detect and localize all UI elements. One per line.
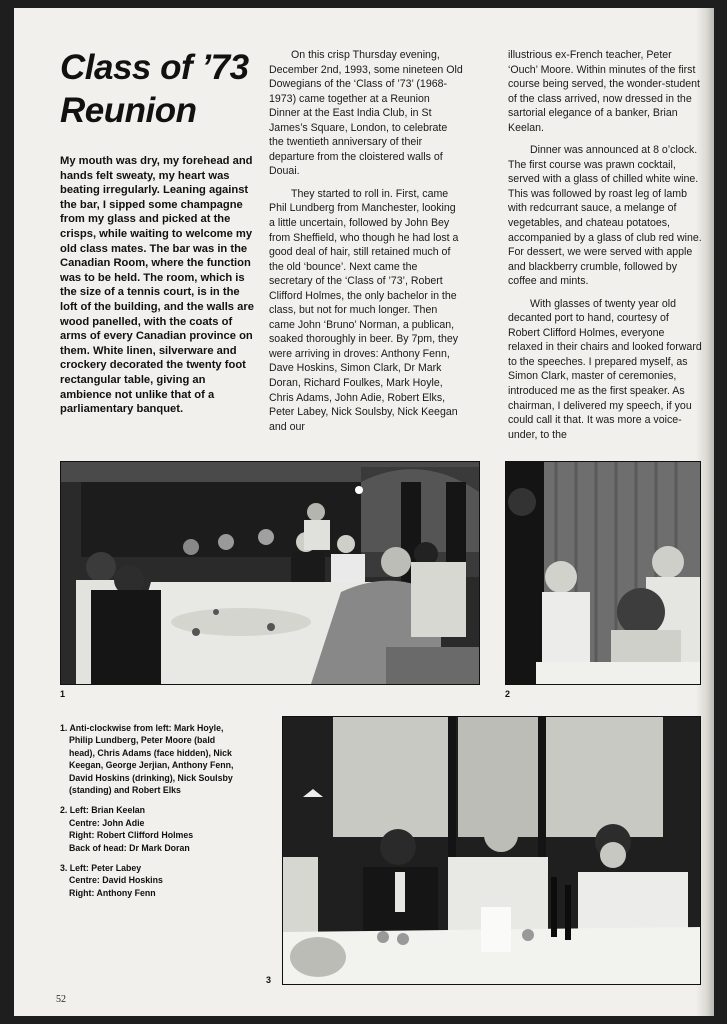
photo-three-diners: [505, 461, 701, 685]
article-title: [60, 46, 260, 132]
column-3-paragraph-1: illustrious ex-French teacher, Peter ‘Ouch’ Moore. Within minutes of the first course being served, the wonder-student of the class arrived, now dressed in the sartorial elegance of a banker, Brian Keelan.: [508, 49, 700, 134]
caption-3-line: 3. Left: Peter Labey: [60, 863, 142, 874]
caption-2-line: Right: Robert Clifford Holmes: [69, 830, 194, 841]
photo-captions: [60, 722, 270, 907]
caption-1: [60, 722, 270, 796]
caption-1-line: Keegan, George Jerjian, Anthony Fenn,: [69, 760, 234, 771]
caption-1-line: (standing) and Robert Elks: [69, 785, 181, 796]
photo-1-number: 1: [60, 689, 66, 699]
caption-3-line: Right: Anthony Fenn: [69, 887, 156, 898]
article-title-line-2: Reunion: [60, 91, 197, 130]
photo-toast-table-image: [283, 717, 700, 984]
caption-2: [60, 804, 270, 854]
photo-2-number: 2: [505, 689, 511, 699]
photo-dinner-table-image: [61, 462, 479, 684]
photo-3-number: 3: [266, 975, 272, 985]
article-title-line-1: Class of ’73: [60, 48, 249, 87]
page-number: 52: [56, 994, 66, 1005]
magazine-page: [14, 8, 714, 1016]
caption-1-line: 1. Anti-clockwise from left: Mark Hoyle,: [60, 723, 224, 733]
caption-3-line: Centre: David Hoskins: [69, 875, 163, 886]
caption-1-line: David Hoskins (drinking), Nick Soulsby: [69, 772, 233, 783]
caption-1-line: Philip Lundberg, Peter Moore (bald: [69, 735, 216, 746]
article-column-3: [508, 48, 702, 450]
column-3-paragraph-2: Dinner was announced at 8 o’clock. The first course was prawn cocktail, served with a glass of chilled white wine. This was followed by roast leg of lamb with redcurrant sauce, a melange of vegetables, and chateau potatoes, accompanied by a glass of club red wine. For dessert, we were served with apple and blackberry crumble, followed by coffee and mints.: [508, 144, 702, 288]
article-lead-paragraph: My mouth was dry, my forehead and hands felt sweaty, my heart was beating irregularly. Leaning against the bar, I sipped some champagne from my glass and picked at the crisps, while waiting to welcome my old class mates. The bar was in the Canadian Room, where the function was to be held. The room, which is the size of a tennis court, is in the loft of the building, and the walls are wood panelled, with the coats of arms of every Canadian province on them. White linen, silverware and crockery decorated the twenty foot rectangular table, giving an ambience not unlike that of a parliamentary banquet.: [60, 155, 254, 416]
photo-toast-table: [282, 716, 701, 985]
column-2-paragraph-2: They started to roll in. First, came Phil Lundberg from Manchester, looking a little uncertain, followed by John Bey from Sheffield, who though he had lost a good deal of hair, still retained much of the old ‘bounce’. Next came the secretary of the ‘Class of ’73’, Robert Clifford Holmes, the only bachelor in the class, but not for much longer. Then came John ‘Bruno’ Norman, a publican, soaked thoroughly in beer. By 7pm, they were arriving in droves: Anthony Fenn, Dave Hoskins, Simon Clark, Dr Mark Doran, Richard Foulkes, Mark Hoyle, Chris Adams, John Adie, Robert Elks, Peter Labey, Nick Soulsby, Nick Keegan and our: [269, 187, 459, 433]
caption-3: [60, 862, 270, 899]
article-column-2: [269, 48, 463, 442]
caption-2-line: Back of head: Dr Mark Doran: [69, 842, 190, 853]
caption-2-line: Centre: John Adie: [69, 817, 145, 828]
column-2-paragraph-1: On this crisp Thursday evening, December 2nd, 1993, some nineteen Old Dowegians of the ‘Class of ’73’ (1968-1973) came together at a Reunion Dinner at the East India Club, in St James’s Square, London, to celebrate the twentieth anniversary of their departure from the cloistered walls of Douai.: [269, 49, 463, 178]
photo-dinner-table: [60, 461, 480, 685]
caption-2-line: 2. Left: Brian Keelan: [60, 805, 146, 816]
photo-three-diners-image: [506, 462, 700, 684]
column-3-paragraph-3: With glasses of twenty year old decanted port to hand, courtesy of Robert Clifford Holmes, everyone relaxed in their chairs and looked forward to the speeches. I prepared myself, as Simon Clark, master of ceremonies, introduced me as the first speaker. As chairman, I delivered my speech, if you could call it that. It was more a voice-under, to the: [508, 297, 702, 441]
caption-1-line: head), Chris Adams (face hidden), Nick: [69, 747, 232, 758]
